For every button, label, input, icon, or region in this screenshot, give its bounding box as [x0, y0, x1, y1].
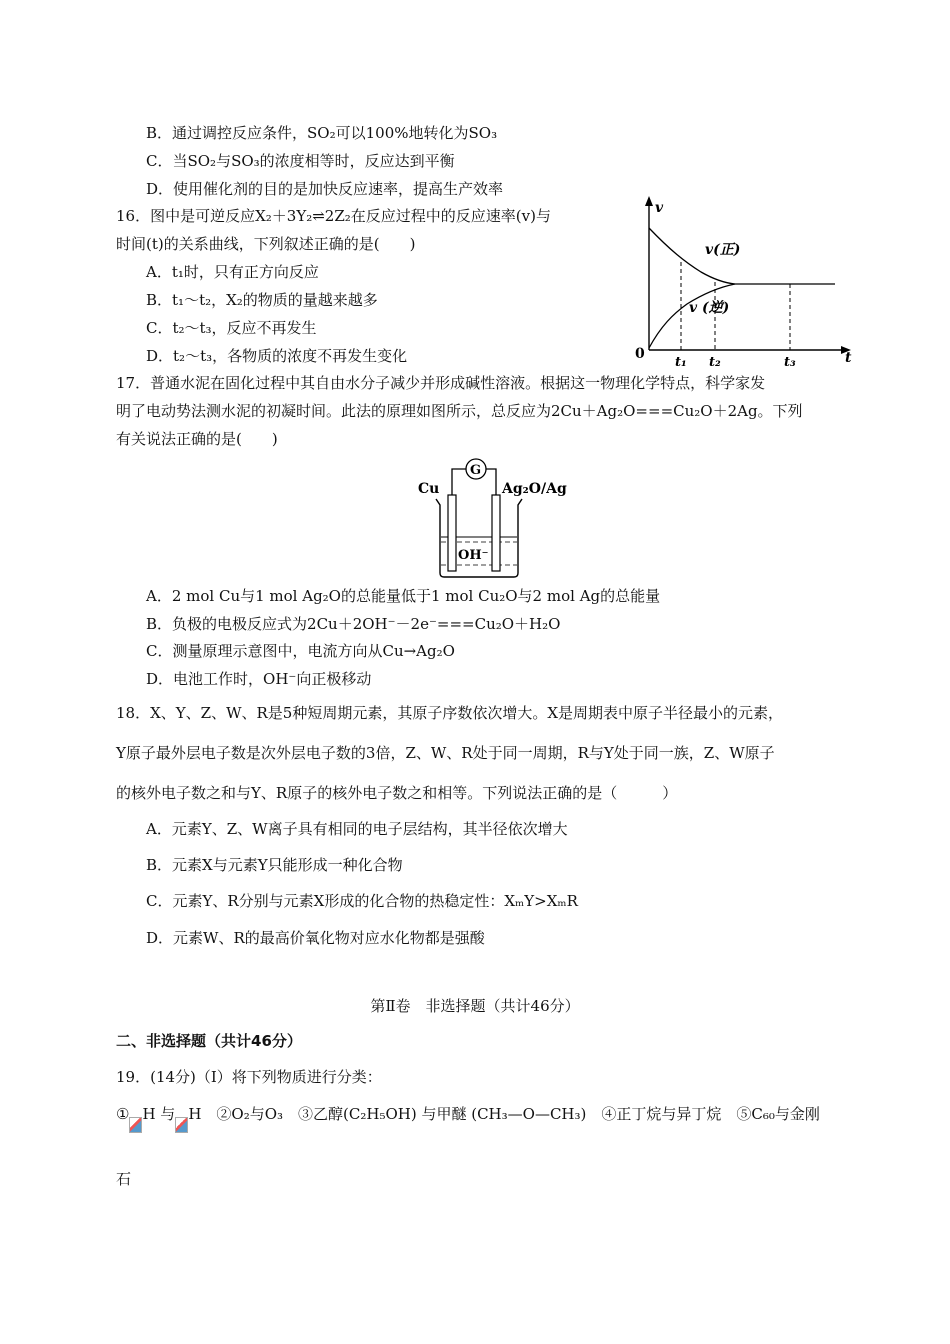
q17-option-c: C．测量原理示意图中，电流方向从Cu→Ag₂O — [146, 642, 455, 660]
electrochemical-cell-diagram — [410, 455, 570, 580]
broken-image-icon — [129, 1117, 142, 1133]
q16-option-c: C．t₂～t₃，反应不再发生 — [146, 319, 317, 337]
reverse-rate-label: v (逆) — [689, 300, 730, 316]
origin-label: 0 — [635, 346, 645, 362]
q17-stem-line1: 17．普通水泥在固化过程中其自由水分子减少并形成碱性溶液。根据这一物理化学特点，科学家发 — [116, 374, 766, 392]
q18-option-b: B．元素X与元素Y只能形成一种化合物 — [146, 856, 403, 874]
forward-rate-curve — [649, 228, 835, 284]
t3-tick-label: t₃ — [784, 355, 796, 370]
q17-option-b: B．负极的电极反应式为2Cu＋2OH⁻－2e⁻===Cu₂O＋H₂O — [146, 615, 561, 633]
q16-stem-line1: 16．图中是可逆反应X₂＋3Y₂⇌2Z₂在反应过程中的反应速率(v)与 — [116, 207, 551, 225]
t1-tick-label: t₁ — [675, 355, 687, 370]
q19-items — [116, 1104, 820, 1133]
broken-image-icon — [175, 1117, 188, 1133]
ag2o-electrode-label: Ag₂O/Ag — [502, 481, 567, 497]
forward-rate-label: v(正) — [705, 242, 741, 258]
t2-tick-label: t₂ — [709, 355, 721, 370]
galvanometer-label: G — [470, 463, 482, 478]
y-axis-arrow — [645, 196, 653, 206]
ag2o-electrode — [492, 495, 500, 571]
q16-option-b: B．t₁～t₂，X₂的物质的量越来越多 — [146, 291, 378, 309]
q18-stem-line1: 18．X、Y、Z、W、R是5种短周期元素，其原子序数依次增大。X是周期表中原子半径最小的元素， — [116, 704, 784, 722]
rate-time-graph — [625, 190, 865, 375]
item-1-text: H 与 — [142, 1105, 176, 1123]
hydroxide-ion-label: OH⁻ — [458, 548, 489, 563]
part2-title: 第Ⅱ卷 非选择题（共计46分） — [370, 997, 580, 1015]
q18-option-d: D．元素W、R的最高价氧化物对应水化物都是强酸 — [146, 929, 485, 947]
q18-option-a: A．元素Y、Z、W离子具有相同的电子层结构，其半径依次增大 — [146, 820, 568, 838]
cu-electrode-label: Cu — [418, 481, 440, 497]
q18-option-c: C．元素Y、R分别与元素X形成的化合物的热稳定性：XₘY>XₘR — [146, 892, 578, 910]
cu-electrode — [448, 495, 456, 571]
q17-option-d: D．电池工作时，OH⁻向正极移动 — [146, 670, 372, 688]
item-1-marker: ① — [116, 1105, 130, 1123]
q19-items-continued: 石 — [116, 1170, 132, 1188]
q15-option-d: D．使用催化剂的目的是加快反应速率，提高生产效率 — [146, 180, 504, 198]
q15-option-c: C．当SO₂与SO₃的浓度相等时，反应达到平衡 — [146, 152, 455, 170]
wire-left — [452, 469, 466, 495]
items-rest: H ②O₂与O₃ ③乙醇(C₂H₅OH) 与甲醚 (CH₃—O—CH₃) ④正丁烷与异丁烷 ⑤C₆₀与金刚 — [188, 1105, 820, 1123]
q17-stem-line3: 有关说法正确的是( ) — [116, 430, 278, 448]
q16-option-a: A．t₁时，只有正方向反应 — [146, 263, 319, 281]
q15-option-b: B．通过调控反应条件，SO₂可以100%地转化为SO₃ — [146, 124, 498, 142]
reverse-rate-curve — [649, 284, 735, 348]
q18-stem-line3: 的核外电子数之和与Y、R原子的核外电子数之和相等。下列说法正确的是（ ） — [116, 784, 678, 802]
q17-stem-line2: 明了电动势法测水泥的初凝时间。此法的原理如图所示，总反应为2Cu＋Ag₂O===Cu₂O＋2Ag。下列 — [116, 402, 803, 420]
q16-stem-line2: 时间(t)的关系曲线，下列叙述正确的是( ) — [116, 235, 416, 253]
q16-option-d: D．t₂～t₃，各物质的浓度不再发生变化 — [146, 347, 408, 365]
q18-stem-line2: Y原子最外层电子数是次外层电子数的3倍，Z、W、R处于同一周期，R与Y处于同一族，Z、W原子 — [116, 744, 775, 762]
y-axis-label: v — [655, 200, 664, 216]
wire-right — [486, 469, 496, 495]
section-heading: 二、非选择题（共计46分） — [116, 1032, 302, 1050]
x-axis-label: t — [845, 350, 852, 366]
q17-option-a: A．2 mol Cu与1 mol Ag₂O的总能量低于1 mol Cu₂O与2 mol Ag的总能量 — [146, 587, 661, 605]
q19-stem: 19．(14分)（Ⅰ）将下列物质进行分类： — [116, 1068, 382, 1086]
